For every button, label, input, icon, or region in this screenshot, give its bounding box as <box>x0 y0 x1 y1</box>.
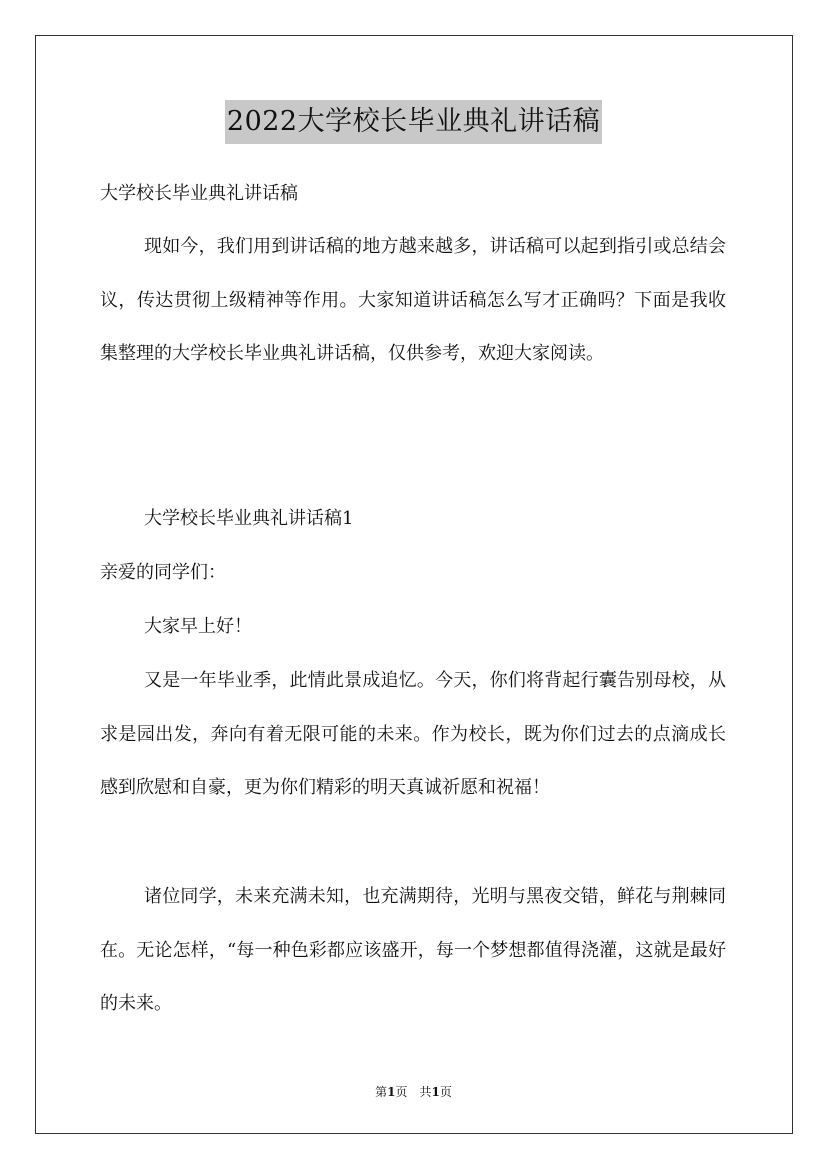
section-heading: 大学校长毕业典礼讲话稿1 <box>144 508 354 529</box>
footer-page-mid: 页 共 <box>395 1085 432 1099</box>
footer-page-prefix: 第 <box>375 1085 388 1099</box>
intro-paragraph: 现如今，我们用到讲话稿的地方越来越多，讲话稿可以起到指引或总结会议，传达贯彻上级精神等作用。大家知道讲话稿怎么写才正确吗？下面是我收集整理的大学校长毕业典礼讲话稿，仅供参考，欢迎大家阅读。 <box>100 236 726 364</box>
footer-page-total: 1 <box>431 1085 440 1099</box>
title-container <box>0 100 827 144</box>
page-footer <box>0 1080 827 1104</box>
footer-page-suffix: 页 <box>439 1085 452 1099</box>
document-subtitle: 大学校长毕业典礼讲话稿 <box>100 183 298 204</box>
salutation: 亲爱的同学们： <box>100 562 226 583</box>
document-title: 2022大学校长毕业典礼讲话稿 <box>225 100 602 144</box>
greeting: 大家早上好！ <box>144 616 252 637</box>
body-paragraph-1: 又是一年毕业季，此情此景成追忆。今天，你们将背起行囊告别母校，从求是园出发，奔向有着无限可能的未来。作为校长，既为你们过去的点滴成长感到欣慰和自豪，更为你们精彩的明天真诚祈愿和祝福！ <box>100 670 726 798</box>
footer-page-current: 1 <box>387 1085 396 1099</box>
body-paragraph-2: 诸位同学，未来充满未知，也充满期待，光明与黑夜交错，鲜花与荆棘同在。无论怎样，“每一种色彩都应该盛开，每一个梦想都值得浇灌，这就是最好的未来。 <box>100 886 726 1014</box>
